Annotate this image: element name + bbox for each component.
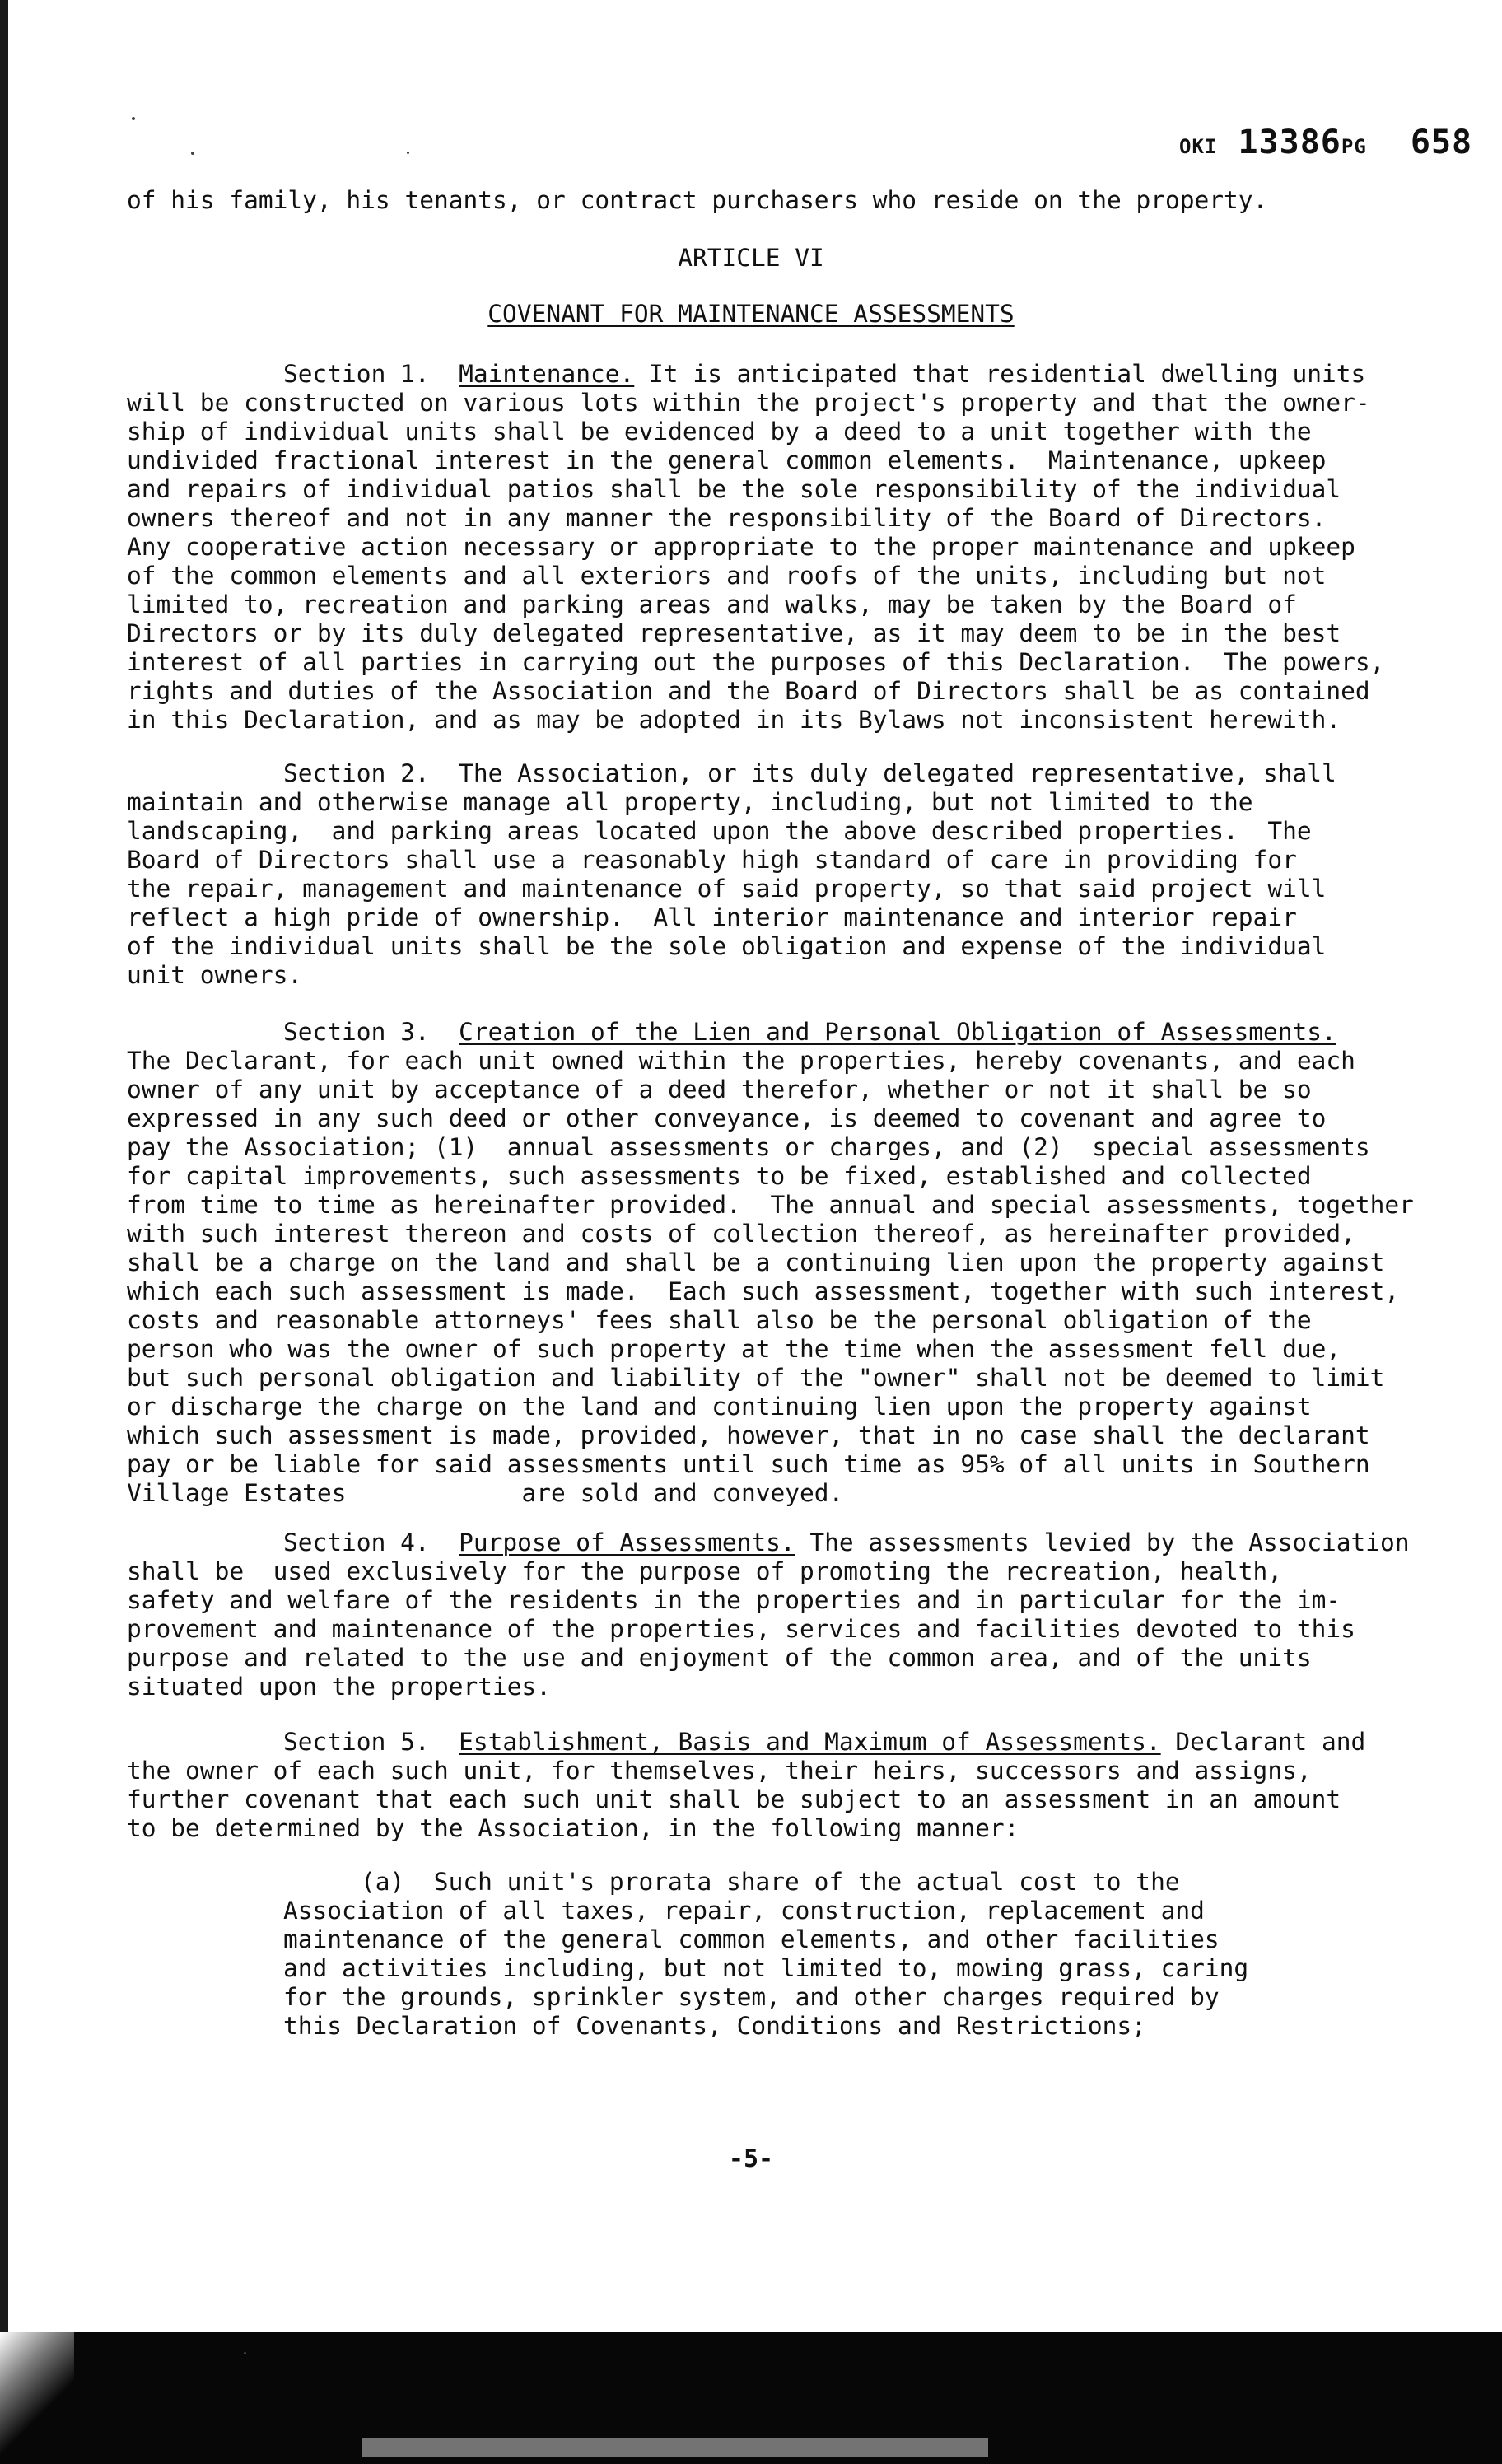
section-heading: Purpose of Assessments. (459, 1528, 795, 1556)
section-line: Declarant and (1160, 1728, 1366, 1756)
article-number: ARTICLE VI (678, 244, 824, 272)
section-heading: Maintenance. (459, 360, 635, 388)
section-line: safety and welfare of the residents in the properties and in particular for the im- (127, 1586, 1341, 1614)
page-ref-number: 658 (1410, 124, 1473, 161)
scan-speck (191, 152, 194, 155)
section-line: undivided fractional interest in the general common elements. Maintenance, upkeep (127, 446, 1327, 474)
section-line: Any cooperative action necessary or appropriate to the proper maintenance and upkeep (127, 533, 1355, 561)
continuation-line: of his family, his tenants, or contract purchasers who reside on the property. (127, 186, 1268, 214)
section-line: pay or be liable for said assessments until such time as 95% of all units in Southern (127, 1450, 1370, 1478)
section-line: with such interest thereon and costs of collection thereof, as hereinafter provided, (127, 1220, 1355, 1248)
section-line: situated upon the properties. (127, 1673, 552, 1701)
scan-speck (407, 152, 409, 154)
section-line: which each such assessment is made. Each such assessment, together with such interest, (127, 1277, 1400, 1305)
section-line: limited to, recreation and parking areas and walks, may be taken by the Board of (127, 590, 1297, 618)
section-line: owner of any unit by acceptance of a deed therefor, whether or not it shall be so (127, 1076, 1312, 1104)
section-line: but such personal obligation and liability of the "owner" shall not be deemed to limit (127, 1364, 1385, 1392)
section-line: reflect a high pride of ownership. All interior maintenance and interior repair (127, 903, 1297, 931)
section-lead: Section 4. (283, 1528, 430, 1556)
section-line: rights and duties of the Association and the Board of Directors shall be as contained (127, 677, 1370, 705)
section-lead: Section 3. (283, 1018, 430, 1046)
section-lead: Section 5. (283, 1728, 430, 1756)
section-line: Village Estates are sold and conveyed. (127, 1479, 844, 1507)
section-line: from time to time as hereinafter provided. The annual and special assessments, together (127, 1191, 1414, 1219)
section-line: The assessments levied by the Association (795, 1528, 1410, 1556)
subparagraph-a (283, 1868, 1248, 2041)
section-line: person who was the owner of such property at the time when the assessment fell due, (127, 1335, 1341, 1363)
section-line: will be constructed on various lots within the project's property and that the owner- (127, 389, 1370, 417)
section-line: costs and reasonable attorneys' fees shall also be the personal obligation of the (127, 1306, 1312, 1334)
scan-left-edge (0, 0, 8, 2464)
section-line: ship of individual units shall be evidenced by a deed to a unit together with the (127, 418, 1312, 446)
section-line: The Declarant, for each unit owned within the properties, hereby covenants, and each (127, 1047, 1355, 1075)
section-line: expressed in any such deed or other conveyance, is deemed to covenant and agree to (127, 1104, 1327, 1132)
section-line: which such assessment is made, provided, however, that in no case shall the declarant (127, 1421, 1370, 1449)
section-line: of the individual units shall be the sole obligation and expense of the individual (127, 932, 1327, 960)
section-line: landscaping, and parking areas located upon the above described properties. The (127, 817, 1312, 845)
section-line: It is anticipated that residential dwelling units (634, 360, 1366, 388)
section-line: for capital improvements, such assessments to be fixed, established and collected (127, 1162, 1312, 1190)
subparagraph-line: this Declaration of Covenants, Conditions and Restrictions; (283, 2012, 1146, 2040)
section-3 (127, 1018, 1414, 1508)
section-line: pay the Association; (1) annual assessments or charges, and (2) special assessments (127, 1133, 1370, 1161)
section-line: in this Declaration, and as may be adopted in its Bylaws not inconsistent herewith. (127, 706, 1341, 734)
book-ref-number: 13386 (1238, 124, 1341, 161)
subparagraph-line: (a) Such unit's prorata share of the actual cost to the (361, 1868, 1180, 1896)
section-5 (127, 1728, 1365, 1843)
page-ref-prefix: PG (1341, 135, 1367, 158)
section-line: to be determined by the Association, in the following manner: (127, 1814, 1019, 1842)
section-line: the repair, management and maintenance of said property, so that said project will (127, 875, 1327, 903)
section-1 (127, 360, 1384, 735)
section-line: The Association, or its duly delegated representative, shall (444, 759, 1336, 787)
section-heading: Establishment, Basis and Maximum of Assessments. (459, 1728, 1161, 1756)
book-page-reference (1179, 124, 1472, 161)
page-footer-number: -5- (728, 2144, 774, 2173)
section-line: unit owners. (127, 961, 303, 989)
section-lead: Section 2. (283, 759, 430, 787)
scan-speck (132, 117, 135, 120)
section-line: Directors or by its duly delegated representative, as it may deem to be in the best (127, 619, 1341, 647)
scan-bottom-band (0, 2332, 1502, 2464)
subparagraph-line: and activities including, but not limited to, mowing grass, caring (283, 1954, 1249, 1982)
subparagraph-line: Association of all taxes, repair, construction, replacement and (283, 1897, 1205, 1925)
section-lead: Section 1. (283, 360, 430, 388)
subparagraph-line: for the grounds, sprinkler system, and other charges required by (283, 1983, 1220, 2011)
subparagraph-line: maintenance of the general common elements, and other facilities (283, 1925, 1220, 1953)
scan-speck (244, 2352, 246, 2354)
section-line: or discharge the charge on the land and continuing lien upon the property against (127, 1393, 1312, 1421)
section-line: and repairs of individual patios shall be the sole responsibility of the individual (127, 475, 1341, 503)
section-line: Board of Directors shall use a reasonably high standard of care in providing for (127, 846, 1297, 874)
section-line: shall be a charge on the land and shall be a continuing lien upon the property against (127, 1248, 1385, 1276)
section-line: shall be used exclusively for the purpose of promoting the recreation, health, (127, 1557, 1283, 1585)
section-2 (127, 759, 1336, 990)
book-ref-prefix: OKI (1179, 135, 1218, 158)
section-line: owners thereof and not in any manner the responsibility of the Board of Directors. (127, 504, 1327, 532)
section-line: maintain and otherwise manage all property, including, but not limited to the (127, 788, 1253, 816)
section-line: further covenant that each such unit shall be subject to an assessment in an amount (127, 1785, 1341, 1813)
section-line: interest of all parties in carrying out the purposes of this Declaration. The powers, (127, 648, 1385, 676)
section-line: the owner of each such unit, for themselves, their heirs, successors and assigns, (127, 1757, 1312, 1785)
article-title-text: COVENANT FOR MAINTENANCE ASSESSMENTS (487, 300, 1015, 328)
article-title (0, 300, 1502, 328)
section-4 (127, 1528, 1410, 1701)
section-line: provement and maintenance of the properties, services and facilities devoted to this (127, 1615, 1355, 1643)
section-line: purpose and related to the use and enjoyment of the common area, and of the units (127, 1644, 1312, 1672)
section-heading: Creation of the Lien and Personal Obligation of Assessments. (459, 1018, 1336, 1046)
section-line: of the common elements and all exteriors and roofs of the units, including but not (127, 562, 1327, 590)
